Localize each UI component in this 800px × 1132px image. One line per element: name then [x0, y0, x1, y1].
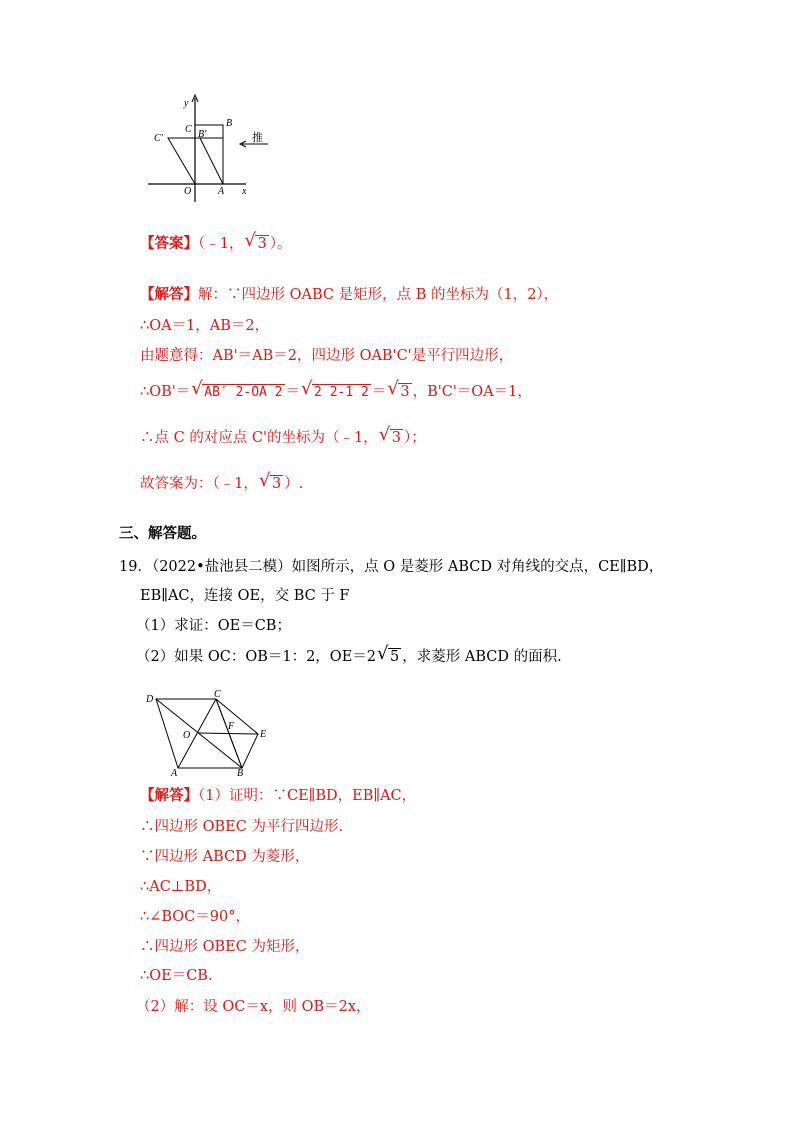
label-B: B	[226, 118, 233, 129]
q19-line-2: EB∥AC，连接 OE，交 BC 于 F	[140, 588, 350, 604]
solution-line-8: （2）解：设 OC＝x，则 OB＝2x，	[136, 999, 371, 1015]
figure-rhombus	[140, 690, 275, 778]
label-D: D	[146, 694, 154, 705]
q19-line-1: 19．（2022•盐池县二模）如图所示，点 O 是菱形 ABCD 对角线的交点，CE∥BD，	[119, 559, 664, 575]
solution-line-5: ∴∠BOC＝90°，	[140, 909, 250, 925]
solution-line-4: ∴AC⊥BD，	[140, 879, 222, 895]
q19-part-1: （1）求证：OE＝CB；	[136, 618, 291, 634]
label-push: 推	[252, 132, 263, 144]
label-F: F	[228, 721, 235, 732]
label-C: C	[214, 690, 221, 700]
answer-tag: 【答案】	[140, 235, 198, 252]
analysis-line-3: 由题意得：AB'＝AB＝2，四边形 OAB'C'是平行四边形，	[140, 348, 514, 364]
label-O: O	[184, 186, 192, 197]
analysis-line-2: ∴OA＝1，AB＝2，	[140, 318, 270, 334]
analysis-line-4: ∴OB'＝ √ AB′ 2-OA 2 ＝ √ 2 2-1 2 ＝ √ 3 ，B'C'＝OA＝1，	[140, 378, 532, 400]
solution-line-1: 【解答】（1）证明：∵CE∥BD，EB∥AC，	[140, 787, 417, 804]
sqrt-5: √ 5	[377, 643, 400, 665]
solution-line-3: ∵四边形 ABCD 为菱形，	[140, 849, 310, 865]
label-Bp: B'	[198, 129, 207, 140]
analysis-line-6: 故答案为：（﹣1， √ 3 ）.	[140, 470, 304, 492]
label-y: y	[184, 98, 189, 109]
section-title: 三、解答题。	[119, 525, 206, 542]
answer-line: 【答案】（﹣1， √ 3 ）。	[140, 230, 292, 252]
label-O: O	[183, 730, 191, 741]
label-A: A	[218, 186, 225, 197]
solution-line-7: ∴OE＝CB.	[140, 968, 213, 984]
q19-part-2: （2）如果 OC：OB＝1：2，OE＝2 √ 5 ，求菱形 ABCD 的面积.	[136, 643, 562, 665]
label-C: C	[185, 124, 192, 135]
solution-tag: 【解答】	[140, 787, 198, 804]
sqrt-expression-2: √ 2 2-1 2	[301, 378, 369, 400]
label-B: B	[237, 768, 244, 778]
solution-line-6: ∴四边形 OBEC 为矩形，	[140, 939, 310, 955]
sqrt-3: √ 3	[387, 378, 410, 400]
analysis-line-5: ∴点 C 的对应点 C'的坐标为（﹣1， √ 3 ）；	[140, 424, 426, 446]
label-E: E	[260, 729, 267, 740]
solution-line-2: ∴四边形 OBEC 为平行四边形.	[140, 819, 344, 835]
label-x: x	[242, 186, 247, 197]
segment-OE	[198, 733, 258, 734]
figure-rectangle-push	[140, 92, 270, 204]
label-Cp: C'	[154, 133, 163, 144]
label-A: A	[171, 768, 178, 778]
sqrt-expression-1: √ AB′ 2-OA 2	[191, 378, 283, 400]
sqrt-3: √ 3	[258, 470, 282, 492]
sqrt-3: √ 3	[378, 424, 401, 446]
analysis-line-1: 【解答】解：∵四边形 OABC 是矩形，点 B 的坐标为（1，2），	[140, 286, 559, 303]
sqrt-3: √ 3	[244, 230, 267, 252]
analysis-tag: 【解答】	[140, 286, 198, 303]
